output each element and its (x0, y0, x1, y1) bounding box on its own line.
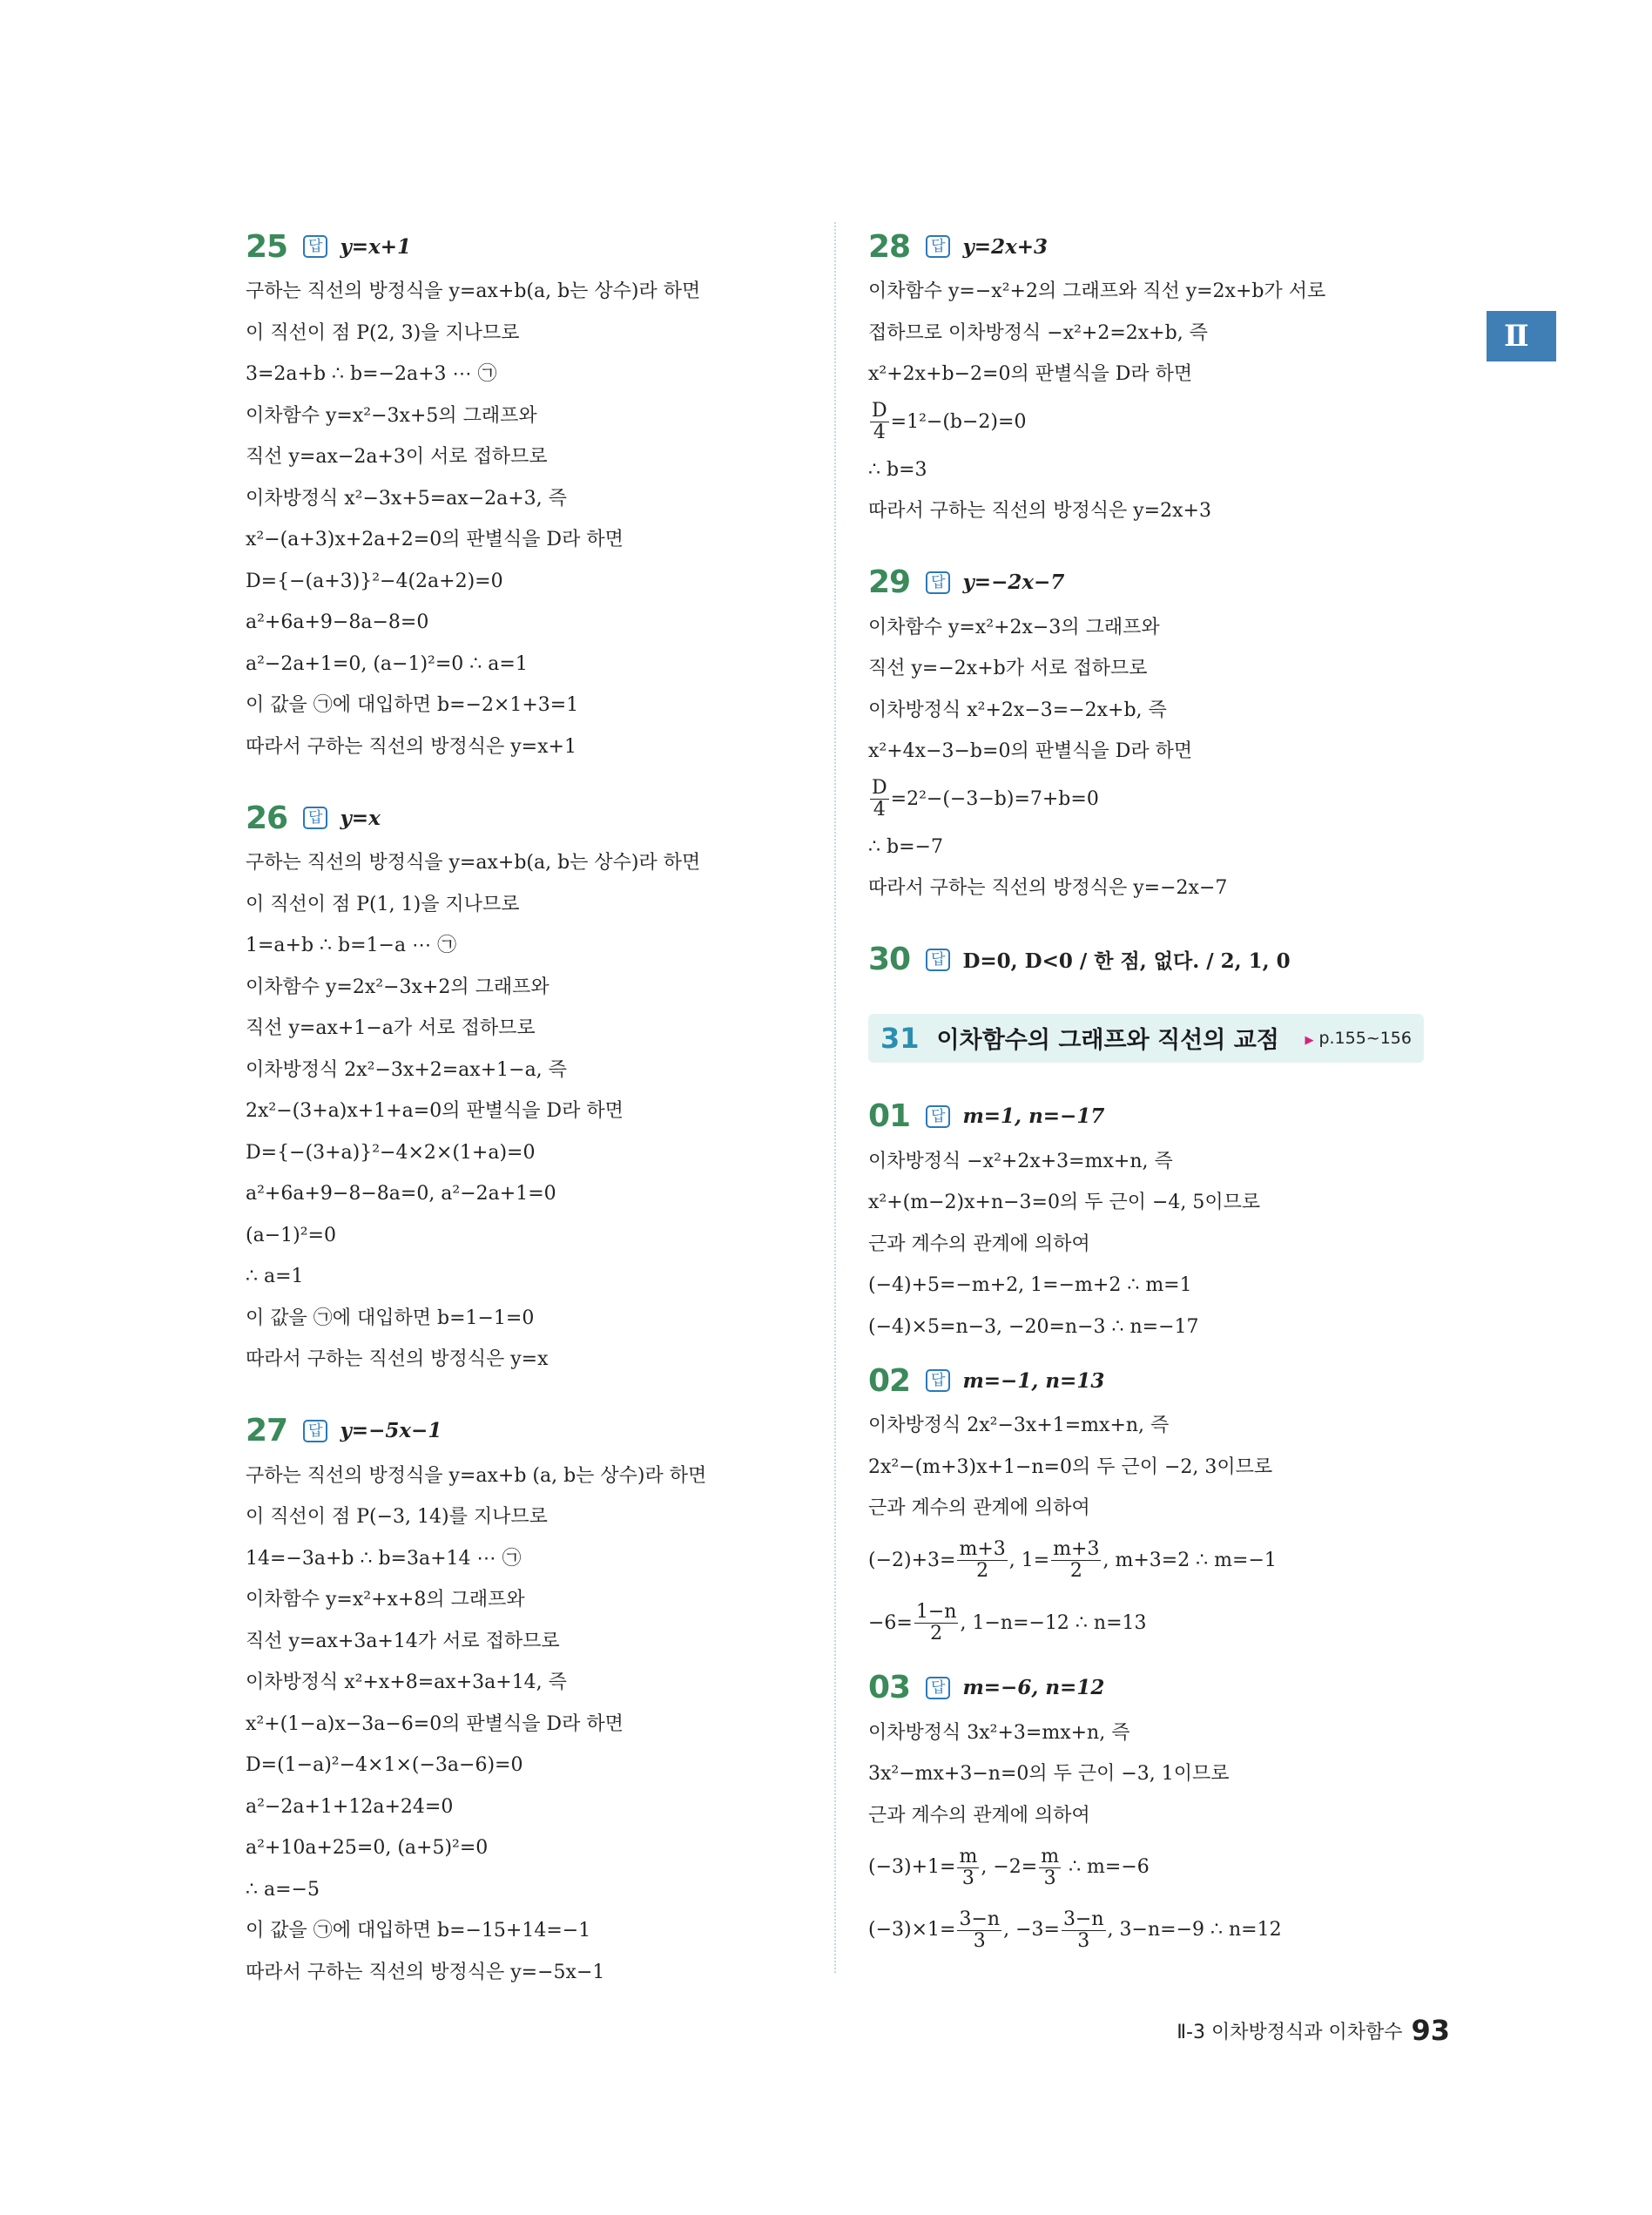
answer-badge: 답 (926, 235, 950, 258)
column-divider (834, 222, 836, 1973)
solution-line: (a−1)²=0 (246, 1224, 336, 1246)
answer-badge: 답 (926, 949, 950, 971)
solution-line: ∴ a=1 (246, 1266, 304, 1287)
problem-30 (868, 935, 1443, 984)
fraction-equation (868, 1530, 1443, 1592)
equation-rest: =2²−(−3−b)=7+b=0 (890, 787, 1099, 810)
answer-text: y=x+1 (340, 234, 412, 259)
section-page-ref (1305, 1029, 1412, 1048)
problem-number: 03 (868, 1670, 911, 1705)
problem-number: 30 (868, 942, 911, 977)
solution-line: 이차방정식 x²+x+8=ax+3a+14, 즉 (246, 1671, 567, 1693)
fraction-equation (868, 1592, 1443, 1655)
fraction-numerator: 1−n (915, 1601, 957, 1623)
solution-line: 구하는 직선의 방정식을 y=ax+b(a, b는 상수)라 하면 (246, 852, 701, 874)
solution-line: x²−(a+3)x+2a+2=0의 판별식을 D라 하면 (246, 529, 624, 550)
solution-line: 근과 계수의 관계에 의하여 (868, 1497, 1090, 1519)
solution-line: 직선 y=ax−2a+3이 서로 접하므로 (246, 446, 548, 468)
problem-number: 25 (246, 228, 288, 265)
solution-line: 이차함수 y=−x²+2의 그래프와 직선 y=2x+b가 서로 (868, 280, 1326, 302)
solution-line: 2x²−(m+3)x+1−n=0의 두 근이 −2, 3이므로 (868, 1455, 1273, 1478)
fraction-equation (868, 1836, 1443, 1899)
equation-part: , 1= (1008, 1549, 1050, 1571)
answer-text: m=1, n=−17 (962, 1104, 1105, 1128)
problem-27 (246, 1407, 803, 1994)
chapter-label: Ⅱ-3 이차방정식과 이차함수 (1177, 2022, 1403, 2043)
problem-25 (246, 222, 803, 767)
solution-line: 이차방정식 x²+2x−3=−2x+b, 즉 (868, 699, 1167, 721)
equation-part: (−3)+1= (868, 1856, 956, 1878)
fraction-numerator: m+3 (1053, 1538, 1100, 1560)
fraction-denominator: 3 (961, 1867, 974, 1889)
answer-text: y=2x+3 (962, 234, 1049, 259)
fraction-numerator: 3−n (959, 1908, 1001, 1930)
solution-line: x²+2x+b−2=0의 판별식을 D라 하면 (868, 363, 1193, 385)
solution-line: a²+10a+25=0, (a+5)²=0 (246, 1837, 489, 1859)
solution-lines (246, 1455, 803, 1994)
solution-line: a²+6a+9−8a−8=0 (246, 611, 429, 633)
problem-number: 02 (868, 1362, 911, 1399)
solution-line: x²+(1−a)x−3a−6=0의 판별식을 D라 하면 (246, 1712, 624, 1735)
fraction-equation (868, 395, 1443, 449)
chapter-tab: Ⅱ (1487, 311, 1556, 361)
answer-text: D=0, D<0 / 한 점, 없다. / 2, 1, 0 (962, 949, 1291, 973)
fraction-numerator: D (872, 400, 887, 422)
fraction (957, 1909, 1001, 1952)
page-footer (1171, 2014, 1450, 2047)
solution-line: 이 값을 ㉠에 대입하면 b=−2×1+3=1 (246, 694, 579, 716)
solution-line: (−4)+5=−m+2, 1=−m+2 ∴ m=1 (868, 1274, 1192, 1296)
section-title: 이차함수의 그래프와 직선의 교점 (936, 1027, 1279, 1054)
answer-badge: 답 (303, 807, 327, 829)
fraction (870, 778, 889, 820)
fraction (957, 1539, 1007, 1582)
problem-26 (246, 793, 803, 1381)
equation-part: , m+3=2 ∴ m=−1 (1102, 1549, 1277, 1571)
problem-number: 29 (868, 564, 911, 600)
answer-badge: 답 (926, 1369, 950, 1392)
solution-line: a²+6a+9−8−8a=0, a²−2a+1=0 (246, 1183, 556, 1205)
solution-line: D=(1−a)²−4×1×(−3a−6)=0 (246, 1754, 523, 1776)
answer-text: y=−5x−1 (340, 1419, 442, 1442)
answer-text: m=−1, n=13 (962, 1368, 1105, 1393)
solution-line: 이차방정식 x²−3x+5=ax−2a+3, 즉 (246, 487, 567, 510)
solution-line: x²+(m−2)x+n−3=0의 두 근이 −4, 5이므로 (868, 1192, 1261, 1213)
fraction-denominator: 3 (1077, 1929, 1090, 1952)
solution-line: D={−(a+3)}²−4(2a+2)=0 (246, 570, 503, 592)
fraction (1039, 1847, 1061, 1889)
left-column (246, 222, 803, 2019)
fraction-denominator: 3 (1043, 1867, 1056, 1889)
problem-number: 01 (868, 1098, 911, 1134)
equation-part: , −3= (1003, 1919, 1060, 1941)
fraction (870, 401, 889, 443)
problem-number: 28 (868, 228, 911, 265)
equation-part: −6= (868, 1611, 913, 1634)
solution-line: 이 값을 ㉠에 대입하면 b=1−1=0 (246, 1307, 535, 1329)
equation-rest: =1²−(b−2)=0 (890, 410, 1027, 433)
section-pages: p.155~156 (1318, 1028, 1412, 1048)
solution-line: 따라서 구하는 직선의 방정식은 y=−5x−1 (246, 1961, 605, 1983)
solution-line: a²−2a+1=0, (a−1)²=0 ∴ a=1 (246, 652, 528, 675)
fraction-denominator: 2 (976, 1560, 989, 1582)
solution-line: 구하는 직선의 방정식을 y=ax+b(a, b는 상수)라 하면 (246, 280, 701, 302)
fraction (1062, 1909, 1106, 1952)
fraction-denominator: 2 (930, 1623, 943, 1644)
solution-line: ∴ b=3 (868, 458, 927, 481)
solution-line: 따라서 구하는 직선의 방정식은 y=x (246, 1348, 549, 1370)
solution-line: 이 값을 ㉠에 대입하면 b=−15+14=−1 (246, 1920, 591, 1942)
fraction (914, 1602, 959, 1644)
fraction-numerator: m (959, 1845, 978, 1867)
fraction-numerator: D (872, 777, 887, 799)
solution-line: 구하는 직선의 방정식을 y=ax+b (a, b는 상수)라 하면 (246, 1464, 707, 1487)
fraction-numerator: m (1041, 1845, 1060, 1867)
solution-line: 이 직선이 점 P(1, 1)을 지나므로 (246, 893, 520, 915)
fraction-denominator: 4 (873, 799, 886, 820)
solution-line: 이 직선이 점 P(2, 3)을 지나므로 (246, 321, 520, 344)
solution-line: ∴ a=−5 (246, 1878, 320, 1901)
fraction-denominator: 2 (1069, 1560, 1082, 1582)
solution-line: 14=−3a+b ∴ b=3a+14 ⋯ ㉠ (246, 1547, 522, 1570)
fraction-denominator: 3 (973, 1929, 986, 1952)
equation-part: (−3)×1= (868, 1919, 956, 1941)
answer-text: m=−6, n=12 (962, 1676, 1105, 1699)
fraction-equation (868, 773, 1443, 827)
fraction-equation (868, 1899, 1443, 1962)
solution-line: 이차함수 y=x²+x+8의 그래프와 (246, 1589, 525, 1611)
page-number: 93 (1411, 2014, 1450, 2047)
solution-line: 직선 y=ax+3a+14가 서로 접하므로 (246, 1630, 560, 1652)
equation-part: , 1−n=−12 ∴ n=13 (960, 1611, 1147, 1634)
solution-line: x²+4x−3−b=0의 판별식을 D라 하면 (868, 740, 1193, 762)
solution-line: 이 직선이 점 P(−3, 14)를 지나므로 (246, 1506, 548, 1528)
solution-line: 이차방정식 −x²+2x+3=mx+n, 즉 (868, 1150, 1173, 1172)
section-banner (868, 1014, 1424, 1063)
solution-line: 1=a+b ∴ b=1−a ⋯ ㉠ (246, 935, 457, 956)
solution-line: 이차함수 y=2x²−3x+2의 그래프와 (246, 976, 550, 998)
solution-line: 이차방정식 3x²+3=mx+n, 즉 (868, 1721, 1130, 1744)
solution-line: (−4)×5=n−3, −20=n−3 ∴ n=−17 (868, 1315, 1199, 1338)
fraction (957, 1847, 979, 1889)
section-number: 31 (880, 1021, 920, 1055)
right-column (868, 222, 1443, 1962)
solution-line: 이차함수 y=x²+2x−3의 그래프와 (868, 616, 1160, 638)
equation-part: (−2)+3= (868, 1549, 956, 1571)
exercise-03 (868, 1664, 1443, 1962)
solution-line: 따라서 구하는 직선의 방정식은 y=2x+3 (868, 500, 1211, 522)
equation-part: , 3−n=−9 ∴ n=12 (1107, 1919, 1282, 1941)
solution-line: 접하므로 이차방정식 −x²+2=2x+b, 즉 (868, 321, 1208, 344)
solution-line: 2x²−(3+a)x+1+a=0의 판별식을 D라 하면 (246, 1100, 624, 1122)
problem-number: 26 (246, 800, 288, 836)
answer-badge: 답 (926, 1677, 950, 1699)
fraction-denominator: 4 (873, 422, 886, 443)
problem-28 (868, 222, 1443, 532)
exercise-02 (868, 1356, 1443, 1655)
solution-line: 따라서 구하는 직선의 방정식은 y=−2x−7 (868, 877, 1228, 899)
triangle-right-icon: ▶ (1305, 1033, 1314, 1047)
solution-line: 3=2a+b ∴ b=−2a+3 ⋯ ㉠ (246, 363, 497, 385)
answer-badge: 답 (926, 571, 950, 594)
solution-line: a²−2a+1+12a+24=0 (246, 1795, 454, 1818)
solution-line: 근과 계수의 관계에 의하여 (868, 1232, 1090, 1255)
solution-line: ∴ b=−7 (868, 835, 943, 858)
solution-line: 직선 y=−2x+b가 서로 접하므로 (868, 658, 1148, 679)
solution-lines (246, 842, 803, 1381)
exercise-01 (868, 1092, 1443, 1348)
solution-line: 이차방정식 2x²−3x+2=ax+1−a, 즉 (246, 1058, 567, 1081)
fraction-numerator: m+3 (959, 1538, 1006, 1560)
answer-text: y=−2x−7 (962, 571, 1065, 594)
equation-part: , −2= (981, 1856, 1038, 1878)
solution-line: 직선 y=ax+1−a가 서로 접하므로 (246, 1017, 536, 1039)
fraction-numerator: 3−n (1062, 1908, 1104, 1930)
solution-line: 근과 계수의 관계에 의하여 (868, 1804, 1090, 1827)
solution-line: 이차방정식 2x²−3x+1=mx+n, 즉 (868, 1415, 1170, 1436)
solution-line: D={−(3+a)}²−4×2×(1+a)=0 (246, 1141, 536, 1164)
problem-29 (868, 558, 1443, 909)
answer-badge: 답 (303, 1420, 327, 1442)
fraction (1051, 1539, 1101, 1582)
solution-line: 따라서 구하는 직선의 방정식은 y=x+1 (246, 735, 577, 758)
answer-text: y=x (340, 806, 381, 830)
answer-badge: 답 (303, 235, 327, 258)
solution-line: 3x²−mx+3−n=0의 두 근이 −3, 1이므로 (868, 1763, 1230, 1785)
problem-number: 27 (246, 1413, 288, 1449)
solution-line: 이차함수 y=x²−3x+5의 그래프와 (246, 404, 537, 427)
solution-lines (246, 271, 803, 767)
answer-badge: 답 (926, 1105, 950, 1128)
equation-part: ∴ m=−6 (1062, 1856, 1150, 1878)
